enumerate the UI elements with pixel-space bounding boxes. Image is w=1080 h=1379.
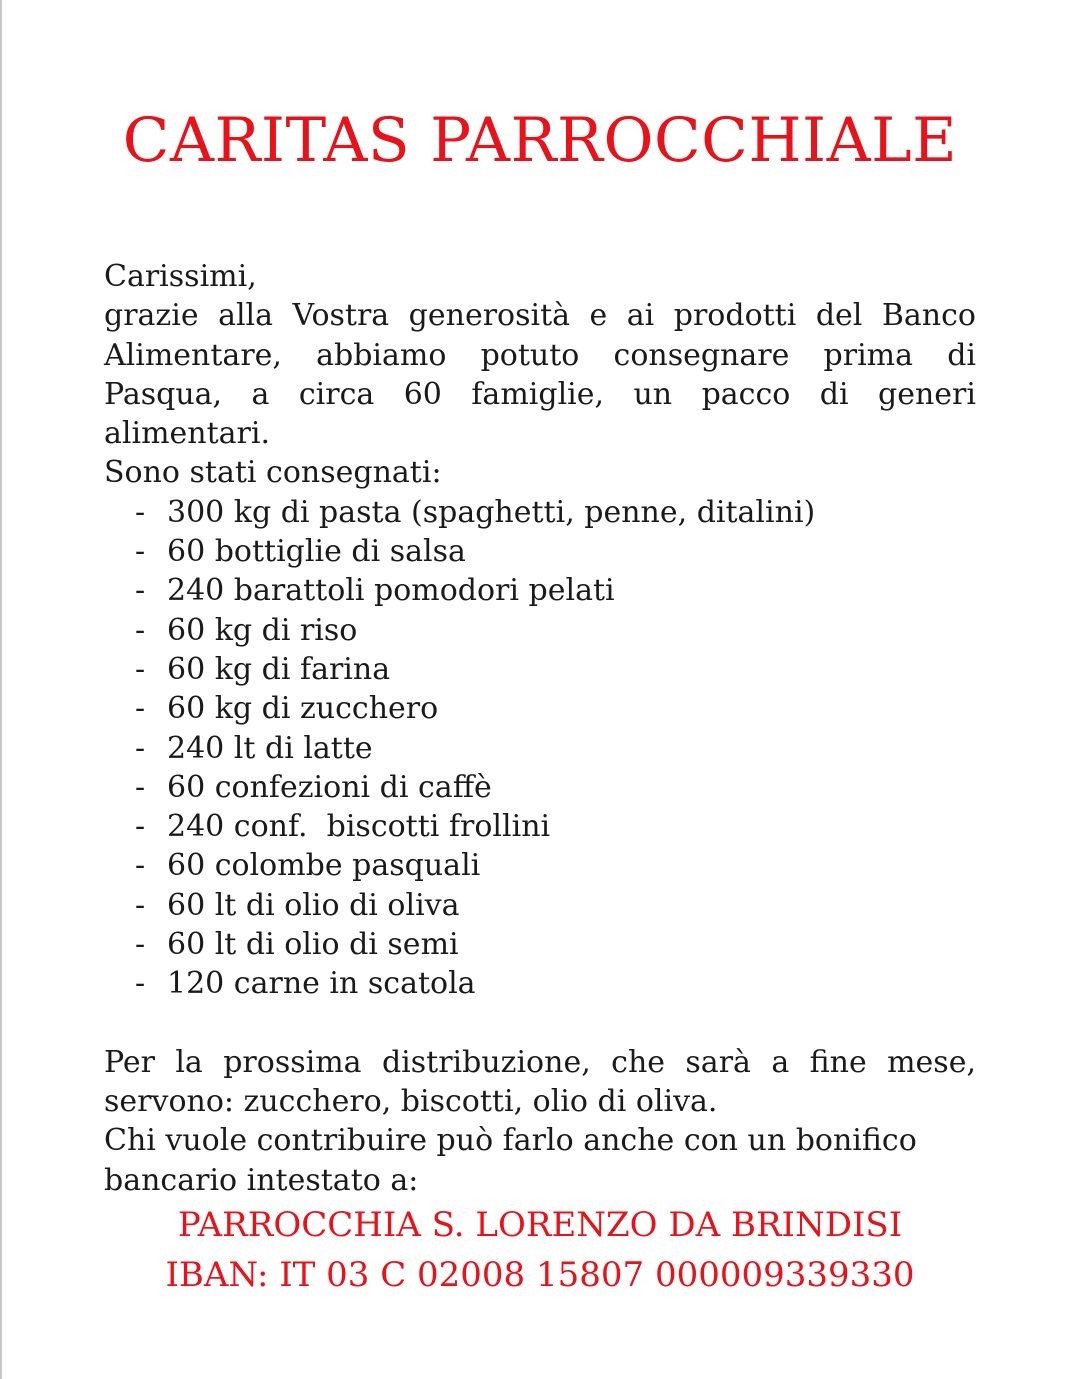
- list-item-text: 120 carne in scatola: [167, 966, 476, 1002]
- greeting: Carissimi,: [104, 259, 257, 294]
- list-bullet-dash: -: [135, 848, 146, 884]
- list-item-text: 60 kg di zucchero: [167, 691, 439, 727]
- next-distribution-paragraph: Per la prossima distribuzione, che sarà a fine mese, servono: zucchero, biscotti, olio di oliva.: [104, 1044, 976, 1119]
- list-item-text: 60 lt di olio di semi: [167, 927, 459, 963]
- list-item: [104, 729, 976, 768]
- list-item-text: 240 lt di latte: [167, 730, 373, 766]
- list-item: [104, 571, 976, 610]
- list-item-text: 60 kg di riso: [167, 612, 358, 648]
- list-bullet-dash: -: [135, 730, 146, 766]
- list-item: [104, 964, 976, 1003]
- list-item-text: 60 confezioni di caffè: [167, 769, 492, 805]
- list-item-text: 60 lt di olio di oliva: [167, 887, 460, 923]
- list-bullet-dash: -: [135, 887, 146, 923]
- list-item: [104, 650, 976, 689]
- list-item: [104, 611, 976, 650]
- recipient-name: PARROCCHIA S. LORENZO DA BRINDISI: [177, 1205, 903, 1245]
- iban-line: IBAN: IT 03 C 02008 15807 000009339330: [165, 1255, 915, 1295]
- list-item: [104, 925, 976, 964]
- list-item: [104, 846, 976, 885]
- delivered-heading: Sono stati consegnati:: [104, 455, 442, 491]
- list-bullet-dash: -: [135, 927, 146, 963]
- list-item: [104, 689, 976, 728]
- list-item: [104, 768, 976, 807]
- list-bullet-dash: -: [135, 809, 146, 845]
- list-bullet-dash: -: [135, 534, 146, 570]
- list-item-text: 60 bottiglie di salsa: [167, 534, 466, 570]
- list-bullet-dash: -: [135, 651, 146, 687]
- list-item: [104, 886, 976, 925]
- list-item-text: 60 kg di farina: [167, 651, 391, 687]
- list-item: [104, 532, 976, 571]
- list-bullet-dash: -: [135, 494, 146, 530]
- bank-details: [0, 1200, 1080, 1300]
- list-bullet-dash: -: [135, 769, 146, 805]
- list-item-text: 240 barattoli pomodori pelati: [167, 573, 615, 609]
- list-bullet-dash: -: [135, 612, 146, 648]
- list-item-text: 240 conf. biscotti frollini: [167, 809, 551, 845]
- list-bullet-dash: -: [135, 573, 146, 609]
- intro-paragraph: grazie alla Vostra generosità e ai prodotti del Banco Alimentare, abbiamo potuto consegnare prima di Pasqua, a circa 60 famiglie, un pacco di generi alimentari.: [104, 298, 976, 452]
- contribution-paragraph: Chi vuole contribuire può farlo anche con un bonifico bancario intestato a:: [104, 1123, 917, 1198]
- list-bullet-dash: -: [135, 691, 146, 727]
- page-title: CARITAS PARROCCHIALE: [122, 105, 958, 176]
- list-item: [104, 493, 976, 532]
- list-item-text: 300 kg di pasta (spaghetti, penne, ditalini): [167, 494, 816, 530]
- page-edge-line: [0, 0, 2, 1379]
- delivered-items-list: [104, 493, 976, 1004]
- list-bullet-dash: -: [135, 966, 146, 1002]
- list-item-text: 60 colombe pasquali: [167, 848, 481, 884]
- letter-body: [104, 257, 976, 1200]
- list-item: [104, 807, 976, 846]
